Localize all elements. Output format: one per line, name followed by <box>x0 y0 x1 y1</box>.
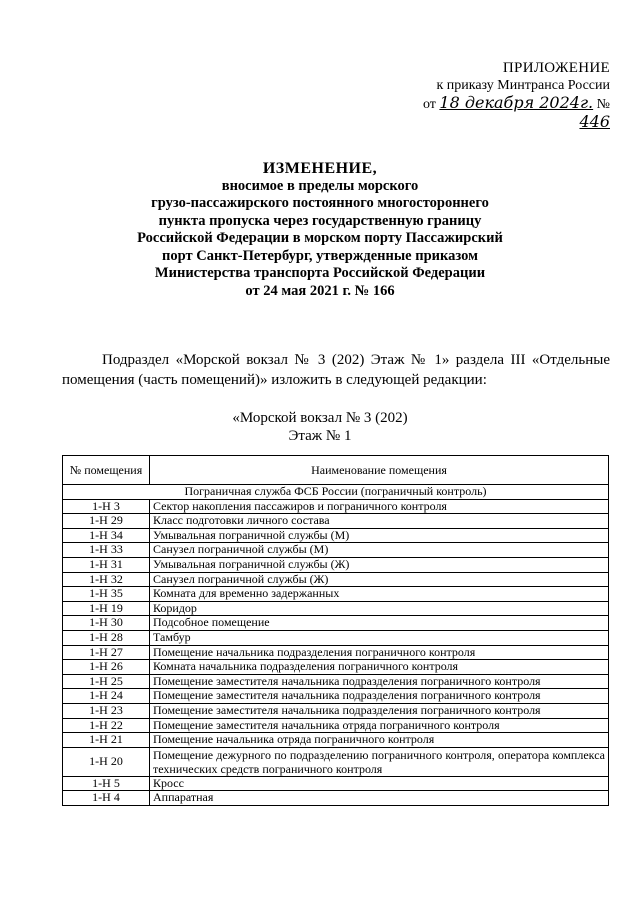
room-name: Помещение дежурного по подразделению пограничного контроля, оператора комплекса технических средств пограничного контроля <box>150 747 609 776</box>
room-code: 1-Н 35 <box>63 587 150 602</box>
title-heading: ИЗМЕНЕНИЕ, <box>262 160 378 177</box>
title-line: грузо-пассажирского постоянного многостороннего <box>151 195 489 211</box>
room-code: 1-Н 4 <box>63 791 150 806</box>
room-name: Санузел пограничной службы (М) <box>150 543 609 558</box>
subheading-line-1: «Морской вокзал № 3 (202) <box>232 410 408 426</box>
room-name: Комната для временно задержанных <box>150 587 609 602</box>
room-code: 1-Н 21 <box>63 733 150 748</box>
table-row <box>63 587 609 602</box>
table-row <box>63 572 609 587</box>
table-row <box>63 776 609 791</box>
title-line: Российской Федерации в морском порту Пассажирский <box>137 230 503 246</box>
col-header-number: № помещения <box>63 456 150 485</box>
room-name: Умывальная пограничной службы (Ж) <box>150 557 609 572</box>
title-line: пункта пропуска через государственную границу <box>158 212 482 229</box>
room-code: 1-Н 22 <box>63 718 150 733</box>
section-subheading <box>0 409 640 445</box>
table-row <box>63 674 609 689</box>
table-row <box>63 791 609 806</box>
room-name: Кросс <box>150 776 609 791</box>
table-row <box>63 718 609 733</box>
appendix-heading: ПРИЛОЖЕНИЕ <box>502 60 610 76</box>
table-row <box>63 528 609 543</box>
room-code: 1-Н 25 <box>63 674 150 689</box>
room-code: 1-Н 34 <box>63 528 150 543</box>
room-name: Помещение заместителя начальника подразделения пограничного контроля <box>150 703 609 718</box>
appendix-block <box>410 60 610 132</box>
room-code: 1-Н 5 <box>63 776 150 791</box>
group-label: Пограничная служба ФСБ России (пограничный контроль) <box>63 485 609 500</box>
col-header-name: Наименование помещения <box>150 456 609 485</box>
room-code: 1-Н 27 <box>63 645 150 660</box>
room-name: Помещение заместителя начальника подразделения пограничного контроля <box>150 689 609 704</box>
table-row <box>63 703 609 718</box>
handwritten-number: 446 <box>579 112 610 131</box>
room-code: 1-Н 31 <box>63 557 150 572</box>
table-row <box>63 543 609 558</box>
room-name: Помещение заместителя начальника подразделения пограничного контроля <box>150 674 609 689</box>
room-code: 1-Н 20 <box>63 747 150 776</box>
table-row <box>63 645 609 660</box>
room-name: Комната начальника подразделения пограничного контроля <box>150 660 609 675</box>
room-code: 1-Н 30 <box>63 616 150 631</box>
room-code: 1-Н 28 <box>63 630 150 645</box>
room-name: Класс подготовки личного состава <box>150 514 609 529</box>
room-code: 1-Н 19 <box>63 601 150 616</box>
handwritten-date: 18 декабря 2024г. <box>439 93 594 112</box>
room-code: 1-Н 23 <box>63 703 150 718</box>
room-name: Помещение начальника отряда пограничного контроля <box>150 733 609 748</box>
room-name: Помещение начальника подразделения пограничного контроля <box>150 645 609 660</box>
table-row <box>63 514 609 529</box>
document-title <box>100 160 540 300</box>
room-code: 1-Н 24 <box>63 689 150 704</box>
table-row <box>63 499 609 514</box>
room-code: 1-Н 3 <box>63 499 150 514</box>
room-name: Умывальная пограничной службы (М) <box>150 528 609 543</box>
table-row <box>63 630 609 645</box>
table-row <box>63 747 609 776</box>
from-label: от <box>422 97 436 112</box>
title-line: вносимое в пределы морского <box>221 177 419 194</box>
room-name: Тамбур <box>150 630 609 645</box>
table-row <box>63 733 609 748</box>
table-row <box>63 601 609 616</box>
room-code: 1-Н 29 <box>63 514 150 529</box>
table-row <box>63 689 609 704</box>
body-paragraph: Подраздел «Морской вокзал № 3 (202) Этаж № 1» раздела III «Отдельные помещения (часть помещений)» изложить в следующей редакции: <box>62 352 610 388</box>
table-row <box>63 660 609 675</box>
subheading-line-2: Этаж № 1 <box>288 428 352 444</box>
table-row <box>63 616 609 631</box>
table-row <box>63 557 609 572</box>
room-name: Помещение заместителя начальника отряда пограничного контроля <box>150 718 609 733</box>
room-name: Сектор накопления пассажиров и пограничного контроля <box>150 499 609 514</box>
room-code: 1-Н 32 <box>63 572 150 587</box>
room-name: Подсобное помещение <box>150 616 609 631</box>
number-label: № <box>596 97 610 112</box>
table-header-row <box>63 456 609 485</box>
premises-table <box>62 455 609 806</box>
room-code: 1-Н 33 <box>63 543 150 558</box>
room-code: 1-Н 26 <box>63 660 150 675</box>
room-name: Коридор <box>150 601 609 616</box>
room-name: Санузел пограничной службы (Ж) <box>150 572 609 587</box>
title-line: от 24 мая 2021 г. № 166 <box>245 282 395 299</box>
table-group-row <box>63 485 609 500</box>
appendix-date-line <box>410 94 610 132</box>
room-name: Аппаратная <box>150 791 609 806</box>
title-line: порт Санкт-Петербург, утвержденные приказом <box>162 247 478 264</box>
appendix-order-line: к приказу Минтранса России <box>436 78 610 93</box>
title-line: Министерства транспорта Российской Федерации <box>154 265 486 281</box>
